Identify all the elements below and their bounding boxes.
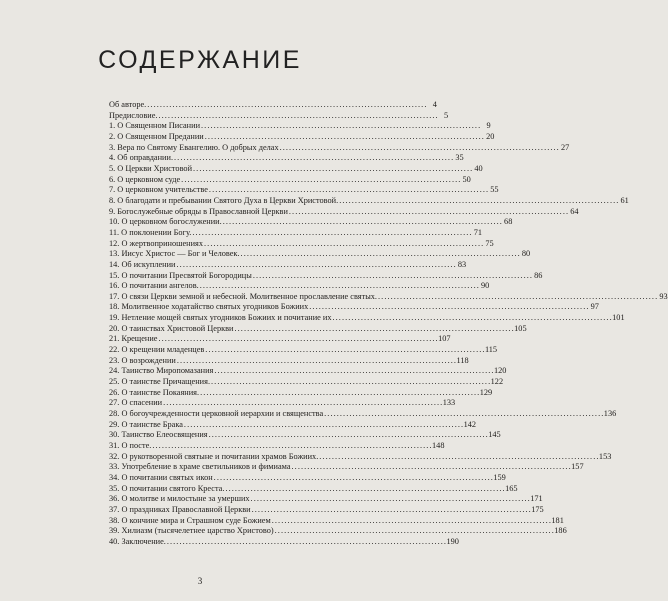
dot-leader	[319, 452, 598, 463]
dot-leader	[192, 228, 471, 239]
dot-leader	[200, 281, 479, 292]
toc-entry-title: 28. О богоучрежденности церковной иерархии и священства	[109, 409, 324, 419]
toc-entry	[109, 163, 483, 175]
dot-leader	[324, 409, 603, 420]
toc-entry-page: 181	[551, 515, 564, 525]
toc-entry-title: 18. Молитвенное ходатайство святых угодников Божиих	[109, 302, 309, 312]
toc-entry-title: 26. О таинстве Покаяния.	[109, 387, 200, 397]
toc-entry-page: 186	[554, 526, 567, 536]
toc-entry-title: 30. Таинство Елеосвящения	[109, 430, 208, 440]
dot-leader	[177, 260, 456, 271]
toc-entry-title: 22. О крещении младенцев	[109, 345, 205, 355]
toc-entry	[109, 398, 456, 409]
dot-leader	[214, 473, 493, 484]
toc-entry-title: 33. Употребление в храме светильников и фимиама	[109, 462, 291, 472]
toc-entry-title: 25. О таинстве Причащения.	[109, 377, 211, 387]
toc-entry-page: 40	[474, 163, 483, 173]
dot-leader	[163, 398, 442, 409]
toc-entry-title: 3. Вера по Святому Евангелию. О добрых делах	[109, 142, 279, 152]
toc-entry-page: 142	[463, 419, 477, 429]
toc-entry-title: 2. О Священном Предании	[109, 131, 204, 141]
toc-entry	[109, 409, 617, 420]
toc-entry	[109, 100, 437, 111]
toc-entry-title: 1. О Священном Писании	[109, 121, 201, 131]
toc-entry	[109, 472, 506, 484]
dot-leader	[174, 153, 453, 164]
toc-entry-page: 75	[485, 238, 494, 248]
toc-entry-page: 118	[456, 355, 469, 365]
page-title: СОДЕРЖАНИЕ	[98, 46, 302, 74]
toc-entry	[109, 526, 567, 537]
page-number: 3	[197, 576, 203, 586]
toc-entry-page: 93	[659, 291, 668, 301]
toc-entry-page: 115	[484, 345, 498, 355]
dot-leader	[152, 441, 431, 452]
dot-leader	[158, 111, 437, 122]
dot-leader	[201, 121, 480, 132]
toc-entry	[109, 110, 449, 122]
toc-entry-page: 80	[521, 249, 531, 259]
dot-leader	[275, 526, 554, 537]
dot-leader	[253, 271, 532, 282]
toc-entry	[109, 131, 495, 143]
toc-entry-page: 153	[598, 451, 612, 461]
toc-entry-page: 129	[479, 387, 493, 397]
toc-entry-title: 36. О молитве и милостыне за умерших	[109, 494, 250, 504]
toc-entry-title: 20. О таинствах Христовой Церкви	[109, 323, 234, 333]
dot-leader	[272, 516, 551, 527]
toc-entry-page: 157	[571, 462, 584, 472]
dot-leader	[214, 366, 493, 377]
toc-entry-title: 40. Заключение.	[109, 536, 166, 546]
toc-entry-page: 120	[493, 366, 507, 376]
toc-entry-title: 15. О почитании Пресвятой Богородицы	[109, 270, 252, 280]
toc-entry	[109, 142, 570, 154]
dot-leader	[333, 313, 612, 324]
toc-entry	[109, 334, 451, 345]
toc-entry-page: 55	[490, 185, 499, 195]
toc-entry-title: 6. О церковном суде	[109, 174, 181, 184]
dot-leader	[209, 185, 488, 196]
toc-entry-title: 29. О таинстве Брака	[109, 419, 183, 429]
toc-entry	[109, 270, 543, 282]
toc-entry-title: 8. О благодати и пребывании Святого Духа в Церкви Христовой.	[109, 195, 339, 205]
toc-entry-page: 165	[505, 483, 518, 493]
dot-leader	[223, 217, 502, 228]
dot-leader	[204, 239, 483, 250]
toc-entry-page: 107	[438, 334, 451, 344]
toc-entry-title: 10. О церковном богослужении.	[109, 217, 222, 227]
toc-entry-page: 61	[620, 195, 629, 205]
toc-entry-page: 136	[603, 409, 617, 419]
toc-entry	[109, 483, 518, 495]
toc-entry-title: 39. Хилиазм (тысячелетнее царство Христово)	[109, 526, 274, 536]
dot-leader	[158, 334, 437, 345]
toc-entry-title: 11. О поклонении Богу.	[109, 227, 192, 237]
toc-entry-page: 97	[590, 302, 599, 312]
dot-leader	[209, 430, 488, 441]
toc-entry	[109, 430, 501, 441]
toc-entry-title: 19. Нетление мощей святых угодников Божиих и почитание их	[109, 313, 332, 323]
dot-leader	[289, 207, 568, 218]
toc-entry-title: 17. О связи Церкви земной и небесной. Молитвенное прославление святых.	[109, 291, 378, 301]
toc-entry	[109, 515, 564, 527]
dot-leader	[378, 292, 657, 303]
dot-leader	[241, 249, 520, 260]
toc-entry-page: 105	[514, 323, 527, 333]
toc-entry	[109, 195, 629, 207]
toc-entry	[109, 462, 584, 473]
dot-leader	[211, 377, 490, 388]
toc-entry-page: 133	[442, 398, 456, 408]
toc-entry-page: 175	[531, 504, 544, 514]
toc-entry-title: 4. Об оправдании.	[109, 153, 174, 163]
toc-entry-title: 34. О почитании святых икон	[109, 472, 213, 482]
dot-leader	[280, 143, 559, 154]
toc-entry-page: 190	[446, 536, 459, 546]
toc-entry-page: 90	[481, 281, 490, 291]
toc-entry-title: 14. Об искуплении	[109, 259, 176, 269]
toc-entry-title: 24. Таинство Миропомазания	[109, 366, 214, 376]
toc-entry-title: Об авторе.	[109, 100, 147, 109]
toc-entry	[109, 302, 599, 313]
toc-entry-page: 122	[490, 377, 504, 387]
toc-entry	[109, 206, 579, 218]
toc-entry-title: 21. Крещение	[109, 334, 158, 344]
toc-entry-title: 35. О почитании святого Креста.	[109, 483, 225, 493]
dot-leader	[205, 132, 484, 143]
toc-entry-title: 16. О почитании ангелов.	[109, 281, 199, 291]
toc-entry	[109, 217, 513, 228]
toc-entry	[109, 366, 507, 377]
toc-entry-page: 9	[486, 121, 491, 131]
dot-leader	[193, 164, 472, 175]
dot-leader	[225, 484, 504, 495]
toc-entry	[109, 259, 467, 271]
toc-entry-title: 38. О кончине мира и Страшном суде Божием	[109, 515, 271, 525]
toc-entry-title: 27. О спасении	[109, 398, 163, 408]
toc-entry-page: 4	[432, 100, 437, 109]
toc-entry-page: 148	[432, 441, 445, 450]
toc-entry	[109, 355, 469, 367]
toc-entry-page: 71	[473, 227, 482, 237]
toc-entry-page: 5	[443, 110, 449, 120]
toc-entry-page: 50	[462, 174, 471, 184]
toc-entry-title: 37. О праздниках Православной Церкви	[109, 504, 251, 514]
dot-leader	[205, 345, 484, 356]
toc-entry	[109, 494, 543, 505]
toc-entry-page: 20	[486, 131, 495, 141]
dot-leader	[167, 537, 446, 548]
toc-entry-title: 13. Иисус Христос — Бог и Человек.	[109, 249, 240, 259]
toc-entry	[109, 249, 531, 260]
toc-entry	[109, 238, 494, 250]
table-of-contents	[109, 100, 668, 548]
toc-entry	[109, 536, 459, 548]
toc-entry-title: 31. О посте.	[109, 441, 152, 450]
toc-entry-title: 9. Богослужебные обряды в Православной Церкви	[109, 206, 288, 216]
dot-leader	[181, 175, 460, 186]
toc-entry-title: 7. О церковном учительстве	[109, 185, 208, 195]
toc-entry	[109, 153, 464, 164]
toc-entry-page: 27	[560, 142, 570, 152]
toc-entry-page: 83	[457, 259, 467, 269]
toc-entry	[109, 323, 527, 335]
toc-entry-page: 35	[455, 153, 464, 163]
toc-entry	[109, 345, 498, 356]
toc-entry	[109, 174, 471, 186]
toc-entry-page: 68	[504, 217, 513, 227]
toc-entry	[109, 227, 482, 239]
toc-entry-title: 12. О жертвоприношениях	[109, 238, 204, 248]
toc-entry-page: 171	[530, 494, 543, 504]
toc-entry-page: 159	[493, 472, 506, 482]
toc-entry-page: 145	[488, 430, 501, 440]
dot-leader	[147, 100, 426, 111]
dot-leader	[292, 462, 571, 473]
toc-entry	[109, 281, 490, 292]
toc-entry-title: 5. О Церкви Христовой	[109, 163, 193, 173]
toc-entry-title: 23. О возрождении	[109, 355, 176, 365]
dot-leader	[200, 388, 479, 399]
dot-leader	[184, 420, 463, 431]
toc-entry	[109, 504, 544, 516]
toc-entry-page: 64	[570, 206, 579, 216]
toc-entry	[109, 387, 493, 399]
toc-entry	[109, 441, 445, 452]
toc-entry-page: 101	[612, 313, 625, 323]
toc-entry	[109, 377, 504, 388]
toc-entry-page: 86	[534, 270, 543, 280]
toc-entry	[109, 451, 612, 463]
dot-leader	[251, 494, 530, 505]
dot-leader	[252, 505, 531, 516]
dot-leader	[177, 356, 456, 367]
toc-entry	[109, 313, 625, 324]
toc-entry	[109, 291, 668, 303]
toc-entry-title: 32. О рукотворенной святыне и почитании храмов Божиих.	[109, 451, 319, 461]
toc-entry-title: Предисловие.	[109, 110, 158, 120]
toc-entry	[109, 121, 491, 132]
dot-leader	[339, 196, 618, 207]
toc-entry	[109, 185, 499, 196]
toc-entry	[109, 419, 477, 431]
dot-leader	[309, 302, 588, 313]
dot-leader	[235, 324, 514, 335]
